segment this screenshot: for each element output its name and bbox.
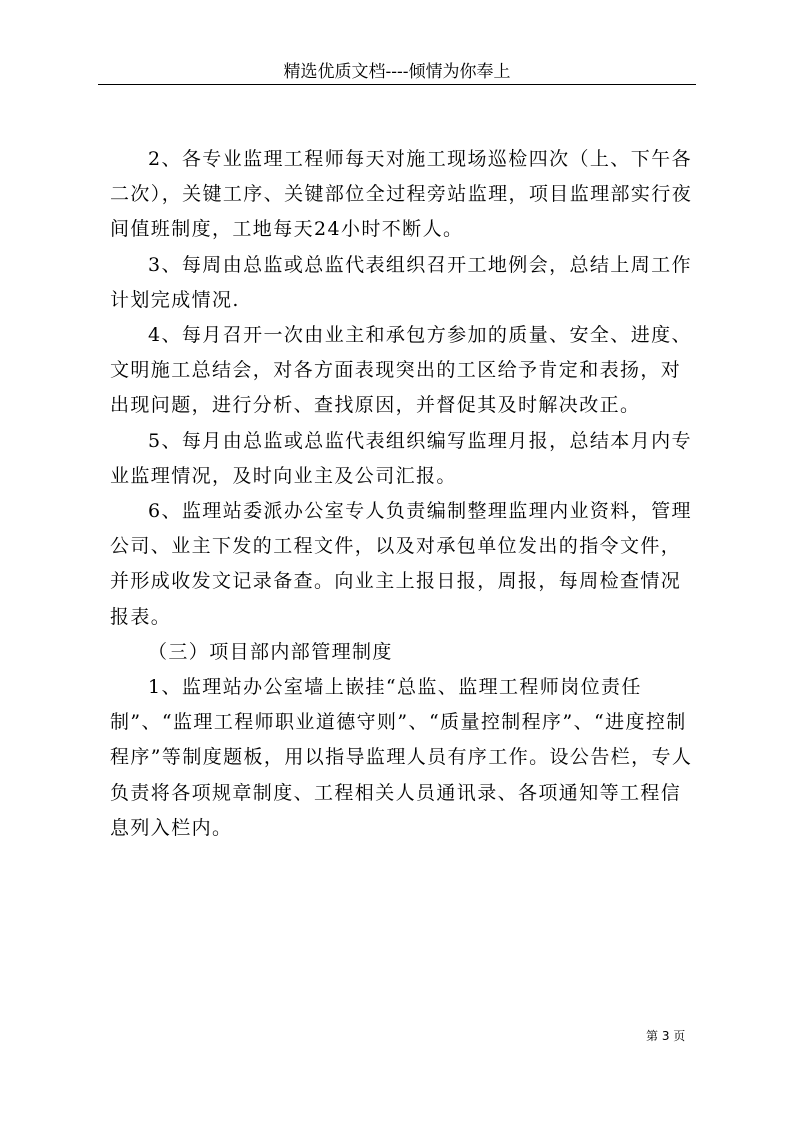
paragraph-item-1: 1、监理站办公室墙上嵌挂“总监、监理工程师岗位责任制”、“监理工程师职业道德守则”、“质量控制程序”、“进度控制程序”等制度题板，用以指导监理人员有序工作。设公告栏，专人负责将各项规章制度、工程相关人员通讯录、各项通知等工程信息列入栏内。 <box>110 676 693 839</box>
paragraph-item-6: 6、监理站委派办公室专人负责编制整理监理内业资料，管理公司、业主下发的工程文件，以及对承包单位发出的指令文件，并形成收发文记录备查。向业主上报日报，周报，每周检查情况报表。 <box>110 500 692 628</box>
page-header: 精选优质文档----倾情为你奉上 <box>283 62 511 82</box>
document-body <box>110 142 700 846</box>
paragraph-item-2: 2、各专业监理工程师每天对施工现场巡检四次（上、下午各二次），关键工序、关键部位全过程旁站监理，项目监理部实行夜间值班制度，工地每天24小时不断人。 <box>110 148 693 241</box>
header-divider <box>98 84 696 85</box>
page-number: 第 3 页 <box>646 1029 686 1043</box>
paragraph-item-4: 4、每月召开一次由业主和承包方参加的质量、安全、进度、文明施工总结会，对各方面表现突出的工区给予肯定和表扬，对出现问题，进行分析、查找原因，并督促其及时解决改正。 <box>110 324 692 417</box>
section-heading: （三）项目部内部管理制度 <box>148 640 393 663</box>
paragraph-item-3: 3、每周由总监或总监代表组织召开工地例会，总结上周工作计划完成情况. <box>110 253 692 311</box>
paragraph-item-5: 5、每月由总监或总监代表组织编写监理月报，总结本月内专业监理情况，及时向业主及公司汇报。 <box>110 429 692 487</box>
